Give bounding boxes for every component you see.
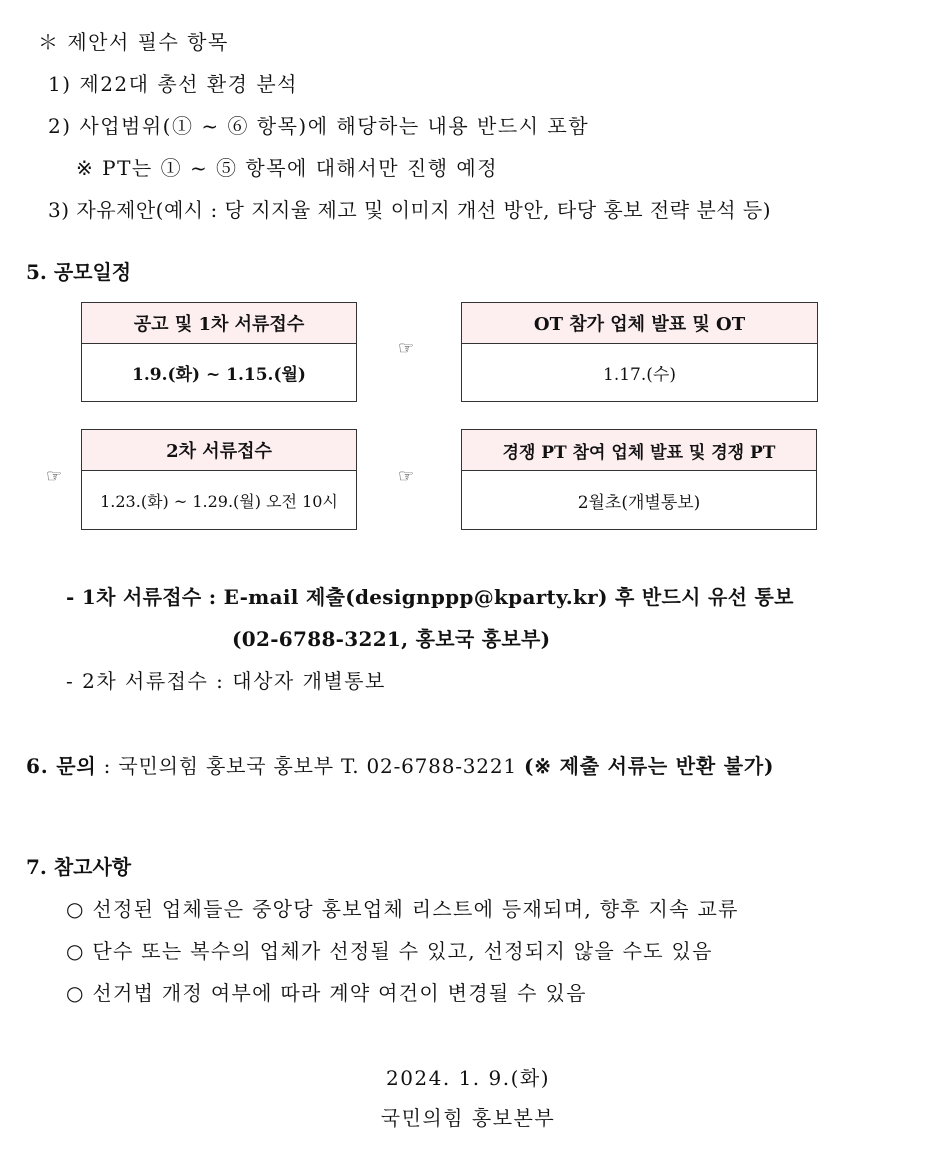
- schedule-heading: 5. 공모일정: [26, 260, 132, 284]
- first-submission-note: [66, 581, 794, 610]
- inquiry-text: : 국민의힘 홍보국 홍보부 T. 02-6788-3221: [96, 754, 525, 778]
- notes-heading: 7. 참고사항: [26, 855, 132, 879]
- inquiry-note: (※ 제출 서류는 반환 불가): [524, 754, 775, 778]
- step-date: 1.17.(수): [603, 365, 676, 385]
- step-title: 경쟁 PT 참여 업체 발표 및 경쟁 PT: [462, 430, 816, 471]
- note-item: ○ 선거법 개정 여부에 따라 계약 여건이 변경될 수 있음: [66, 981, 587, 1005]
- step-title: 2차 서류접수: [82, 430, 356, 471]
- schedule-step-1: [81, 302, 357, 402]
- schedule-step-3: [81, 429, 357, 530]
- note-item: ○ 선정된 업체들은 중앙당 홍보업체 리스트에 등재되며, 향후 지속 교류: [66, 897, 739, 921]
- requirements-title: ＊ 제안서 필수 항목: [38, 30, 229, 54]
- second-submission-note: - 2차 서류접수 : 대상자 개별통보: [66, 669, 386, 693]
- first-submission-contact: (02-6788-3221, 홍보국 홍보부): [232, 627, 551, 651]
- pointing-hand-icon: ☞: [46, 466, 63, 487]
- inquiry-line: [26, 750, 774, 779]
- requirement-item-2-note: ※ PT는 ① ~ ⑤ 항목에 대해서만 진행 예정: [76, 156, 499, 180]
- note-item: ○ 단수 또는 복수의 업체가 선정될 수 있고, 선정되지 않을 수도 있음: [66, 939, 713, 963]
- first-submission-label: - 1차 서류접수 :: [66, 585, 217, 609]
- inquiry-label: 6. 문의: [26, 754, 97, 778]
- step-date: 2월초(개별통보): [577, 492, 701, 513]
- footer-date: 2024. 1. 9.(화): [385, 1066, 551, 1090]
- footer-org: 국민의힘 홍보본부: [380, 1106, 556, 1130]
- requirement-item-2: 2) 사업범위(① ~ ⑥ 항목)에 해당하는 내용 반드시 포함: [48, 114, 590, 138]
- requirement-item-1: 1) 제22대 총선 환경 분석: [48, 72, 298, 96]
- schedule-step-4: [461, 429, 817, 530]
- requirement-item-3: 3) 자유제안(예시 : 당 지지율 제고 및 이미지 개선 방안, 타당 홍보 전략 분석 등): [48, 198, 772, 222]
- first-submission-text: E-mail 제출(designppp@kparty.kr) 후 반드시 유선 통보: [223, 585, 794, 609]
- step-date: 1.23.(화) ~ 1.29.(월) 오전 10시: [100, 491, 338, 511]
- step-date: 1.9.(화) ~ 1.15.(월): [132, 365, 306, 385]
- pointing-hand-icon: ☞: [398, 338, 415, 359]
- pointing-hand-icon: ☞: [398, 466, 415, 487]
- schedule-step-2: [461, 302, 818, 402]
- step-title: OT 참가 업체 발표 및 OT: [462, 303, 817, 344]
- step-title: 공고 및 1차 서류접수: [82, 303, 356, 344]
